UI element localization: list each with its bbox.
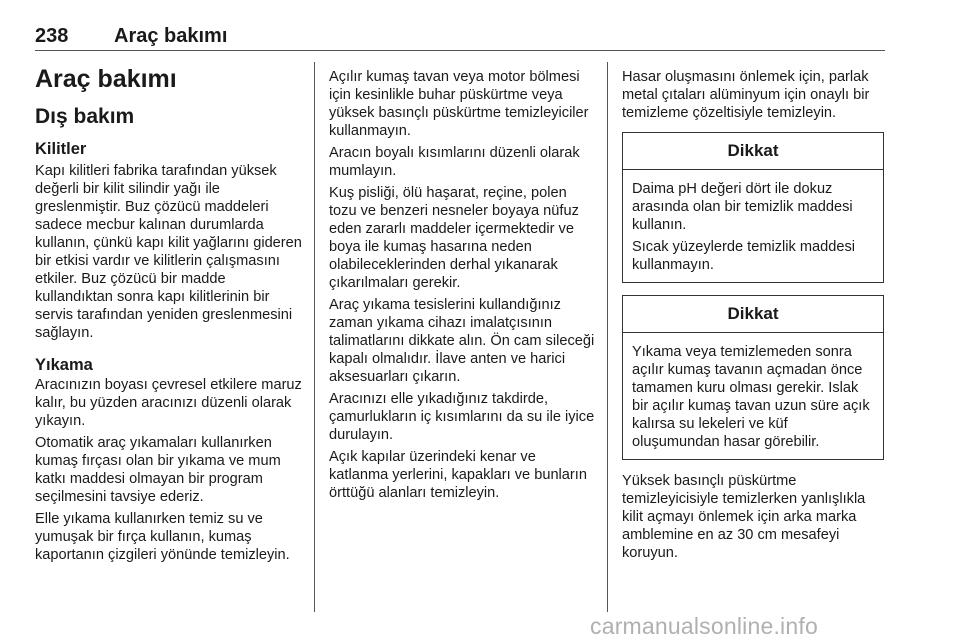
watermark: carmanualsonline.info <box>590 613 818 639</box>
caution-title: Dikkat <box>623 133 883 170</box>
subheading-washing: Yıkama <box>35 356 93 374</box>
paragraph: Aracınızın boyası çevresel etkilere maruz kalır, bu yüzden aracınızı düzenli olarak yıkayın. <box>35 377 302 429</box>
paragraph: Kapı kilitleri fabrika tarafından yüksek değerli bir kilit silindir yağı ile greslenmiştir. Buz çözücü maddeleri sadece mecbur kalınan durumlarda kullanın, çünkü kapı kilit yağlarını gideren bir etkisi vardır ve kilitlerin çalışmasını etkiler. Buz çözücü bir madde kullandıktan sonra kapı kilitlerinin bir servis tarafından yeniden greslenmesini sağlayın. <box>35 163 302 341</box>
caution-box-2 <box>622 295 884 460</box>
column-2 <box>329 68 597 506</box>
paragraph: Aracınızı elle yıkadığınız takdirde, çamurlukların iç kısımlarını da su ile iyice durulayın. <box>329 391 595 443</box>
paragraph: Aracın boyalı kısımlarını düzenli olarak mumlayın. <box>329 145 580 179</box>
paragraph: Açılır kumaş tavan veya motor bölmesi için kesinlikle buhar püskürtme veya yüksek basınçlı püskürtme temizleyiciler kullanmayın. <box>329 69 589 139</box>
section-heading: Dış bakım <box>35 105 135 128</box>
page-title: Araç bakımı <box>35 65 177 93</box>
paragraph: Elle yıkama kullanırken temiz su ve yumuşak bir fırça kullanın, kumaş kaportanın çizgileri yönünde temizleyin. <box>35 511 290 563</box>
column-divider-1 <box>314 62 315 612</box>
paragraph: Kuş pisliği, ölü haşarat, reçine, polen tozu ve benzeri nesneler boyaya nüfuz eden zararlı maddeler içermektedir ve boya ile kumaş hasarına neden olabileceklerinden derhal yıkanarak çıkarılmaları gerekir. <box>329 185 579 291</box>
paragraph: Açık kapılar üzerindeki kenar ve katlanma yerlerini, kapakları ve bunların örttüğü alanları temizleyin. <box>329 449 587 501</box>
caution-body <box>623 170 883 282</box>
subheading-locks: Kilitler <box>35 140 87 158</box>
caution-body <box>623 333 883 459</box>
caution-text: Yıkama veya temizlemeden sonra açılır kumaş tavanın açmadan önce tamamen kuru olması gerekir. Islak bir açılır kumaş tavan uzun süre açık kalırsa su lekeleri ve küf oluşumundan hasar görebilir. <box>632 344 870 450</box>
page-number: 238 <box>35 25 69 47</box>
page-header <box>0 0 960 52</box>
caution-title: Dikkat <box>623 296 883 333</box>
column-1 <box>35 64 305 568</box>
paragraph: Hasar oluşmasını önlemek için, parlak metal çıtaları alüminyum için onaylı bir temizleme çözeltisiyle temizleyin. <box>622 69 870 121</box>
paragraph: Araç yıkama tesislerini kullandığınız zaman yıkama cihazı imalatçısının talimatlarını dikkate alın. Ön cam sileceği kapalı olmalıdır. İlave anten ve harici aksesuarları çıkarın. <box>329 297 595 385</box>
paragraph: Yüksek basınçlı püskürtme temizleyicisiyle temizlerken yanlışlıkla kilit açmayı önlemek için arka marka amblemine en az 30 cm mesafeyi koruyun. <box>622 473 866 561</box>
paragraph: Otomatik araç yıkamaları kullanırken kumaş fırçası olan bir yıkama ve mum katkı maddesi olmayan bir program seçilmesini tavsiye ederiz. <box>35 435 281 505</box>
column-divider-2 <box>607 62 608 612</box>
caution-box-1 <box>622 132 884 283</box>
column-3 <box>622 68 884 566</box>
header-divider <box>35 50 885 51</box>
running-title: Araç bakımı <box>114 25 228 47</box>
caution-text: Daima pH değeri dört ile dokuz arasında olan bir temizlik maddesi kullanın. <box>632 181 853 233</box>
caution-text: Sıcak yüzeylerde temizlik maddesi kullanmayın. <box>632 239 856 273</box>
